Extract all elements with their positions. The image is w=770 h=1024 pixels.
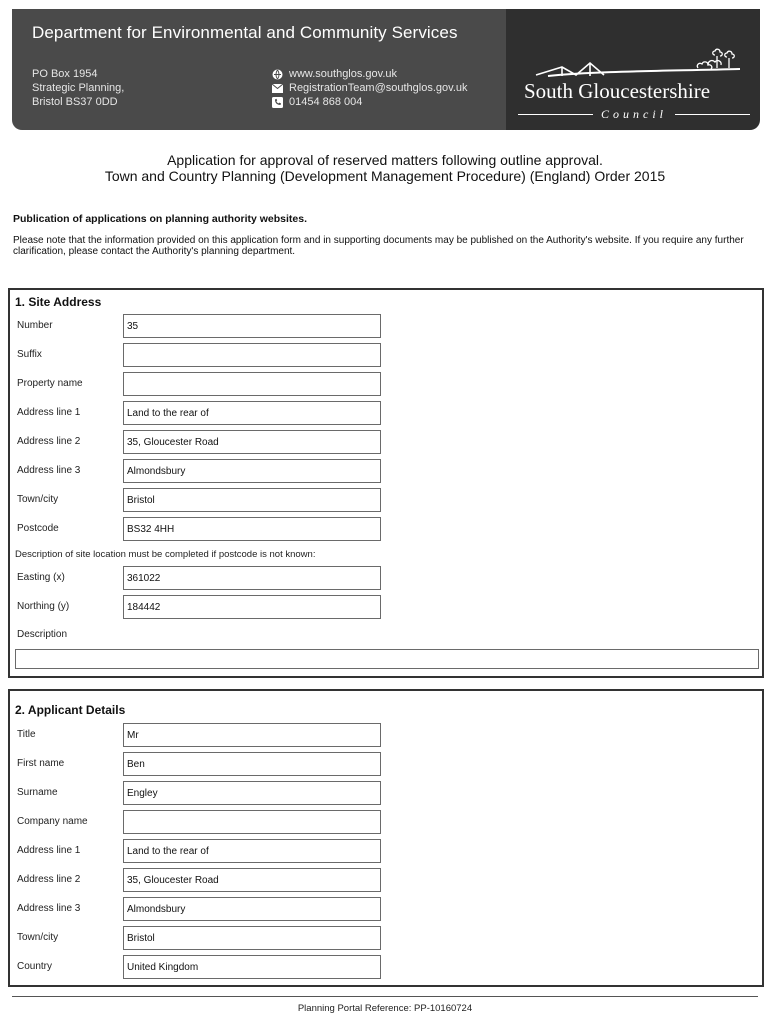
address-line-1-field[interactable]: Land to the rear of xyxy=(123,401,381,425)
description-label: Description xyxy=(17,629,68,640)
council-logo xyxy=(518,45,758,125)
site-address-section xyxy=(8,288,764,678)
header-contact-panel xyxy=(12,9,506,130)
field-label: Address line 2 xyxy=(17,874,81,885)
address-line-3-field[interactable]: Almondsbury xyxy=(123,897,381,921)
field-label: Address line 3 xyxy=(17,465,81,476)
field-label: Number xyxy=(17,320,53,331)
applicant-details-section xyxy=(8,689,764,987)
field-label: Easting (x) xyxy=(17,572,65,583)
field-label: Northing (y) xyxy=(17,601,70,612)
divider xyxy=(675,114,750,115)
section-title: 2. Applicant Details xyxy=(15,703,126,717)
field-label: Property name xyxy=(17,378,83,389)
form-row xyxy=(17,810,385,834)
document-title: Application for approval of reserved matters following outline approval. Town and Country Planning (Development Management Procedure) (England) Order 2015 xyxy=(104,152,666,184)
address-line-3-field[interactable]: Almondsbury xyxy=(123,459,381,483)
title-field[interactable]: Mr xyxy=(123,723,381,747)
postal-address: PO Box 1954 Strategic Planning, Bristol BS37 0DD xyxy=(32,68,125,108)
publication-heading: Publication of applications on planning authority websites. xyxy=(13,213,308,225)
field-label: Address line 1 xyxy=(17,407,81,418)
bridge-trees-emblem-icon xyxy=(518,45,758,81)
field-label: Address line 3 xyxy=(17,903,81,914)
globe-icon xyxy=(272,69,283,80)
address-line-2-field[interactable]: 35, Gloucester Road xyxy=(123,430,381,454)
field-label: Address line 2 xyxy=(17,436,81,447)
form-row xyxy=(17,566,385,590)
section-title: 1. Site Address xyxy=(15,295,102,309)
form-row xyxy=(17,868,385,892)
northing-field[interactable]: 184442 xyxy=(123,595,381,619)
field-label: Title xyxy=(17,729,36,740)
easting-field[interactable]: 361022 xyxy=(123,566,381,590)
postcode-field[interactable]: BS32 4HH xyxy=(123,517,381,541)
form-row xyxy=(17,955,385,979)
field-label: Suffix xyxy=(17,349,42,360)
form-row xyxy=(17,314,385,338)
field-label: First name xyxy=(17,758,65,769)
form-row xyxy=(17,781,385,805)
header-banner xyxy=(12,9,760,130)
logo-subtitle: Council xyxy=(518,107,750,122)
form-row xyxy=(17,343,385,367)
field-label: Surname xyxy=(17,787,58,798)
company-name-field[interactable] xyxy=(123,810,381,834)
publication-notice: Please note that the information provided on this application form and in supporting documents may be published on the Authority's website. If you require any further clarification, please contact the Authority's planning department. xyxy=(13,235,744,257)
number-field[interactable]: 35 xyxy=(123,314,381,338)
surname-field[interactable]: Engley xyxy=(123,781,381,805)
town-city-field[interactable]: Bristol xyxy=(123,488,381,512)
country-field[interactable]: United Kingdom xyxy=(123,955,381,979)
email-link[interactable]: RegistrationTeam@southglos.gov.uk xyxy=(289,82,468,94)
form-row xyxy=(17,430,385,454)
address-line-1-field[interactable]: Land to the rear of xyxy=(123,839,381,863)
website-link[interactable]: www.southglos.gov.uk xyxy=(289,68,398,80)
phone-icon xyxy=(272,97,283,108)
field-label: Town/city xyxy=(17,932,59,943)
form-row xyxy=(17,723,385,747)
suffix-field[interactable] xyxy=(123,343,381,367)
field-label: Address line 1 xyxy=(17,845,81,856)
property-name-field[interactable] xyxy=(123,372,381,396)
form-row xyxy=(17,488,385,512)
logo-wordmark: South Gloucestershire xyxy=(524,79,711,103)
form-row xyxy=(17,752,385,776)
footer-divider xyxy=(12,996,758,997)
form-row xyxy=(17,372,385,396)
department-title: Department for Environmental and Community Services xyxy=(32,23,458,42)
phone-number: 01454 868 004 xyxy=(289,96,363,108)
address-line-2-field[interactable]: 35, Gloucester Road xyxy=(123,868,381,892)
form-row xyxy=(17,459,385,483)
form-row xyxy=(17,897,385,921)
council-logo-panel xyxy=(506,9,760,130)
form-row xyxy=(17,517,385,541)
form-row xyxy=(17,839,385,863)
planning-portal-reference: Planning Portal Reference: PP-10160724 xyxy=(297,1003,473,1014)
town-city-field[interactable]: Bristol xyxy=(123,926,381,950)
first-name-field[interactable]: Ben xyxy=(123,752,381,776)
field-label: Company name xyxy=(17,816,88,827)
form-row xyxy=(17,401,385,425)
contact-details xyxy=(272,67,468,109)
divider xyxy=(518,114,593,115)
location-note: Description of site location must be completed if postcode is not known: xyxy=(15,549,316,560)
field-label: Country xyxy=(17,961,53,972)
form-row xyxy=(17,595,385,619)
field-label: Postcode xyxy=(17,523,59,534)
field-label: Town/city xyxy=(17,494,59,505)
form-row xyxy=(17,926,385,950)
description-field[interactable] xyxy=(15,649,759,669)
envelope-icon xyxy=(272,83,283,94)
